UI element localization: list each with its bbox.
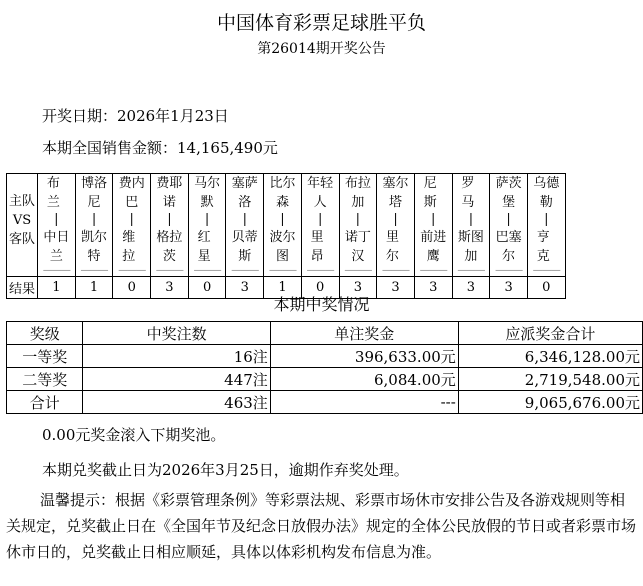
match-result: 3	[151, 277, 189, 299]
match-column	[452, 174, 490, 277]
home-team: 罗马	[461, 176, 481, 210]
match-column-inner	[453, 174, 490, 276]
away-team: 凯尔特	[81, 230, 108, 264]
home-team: 尼斯	[423, 176, 443, 210]
match-result: 1	[38, 277, 76, 299]
home-team: 萨茨堡	[495, 176, 522, 210]
match-column-inner	[189, 174, 226, 276]
prize-level: 二等奖	[7, 368, 83, 391]
match-column	[226, 174, 264, 277]
header-count: 中奖注数	[83, 322, 270, 345]
away-team: 中日兰	[43, 230, 70, 264]
table-row	[7, 391, 643, 414]
vs-separator: |	[317, 212, 323, 227]
match-main-row	[7, 174, 566, 277]
team-underline: ———	[231, 265, 259, 276]
vs-separator: |	[54, 212, 59, 227]
match-result: 3	[490, 277, 528, 299]
away-team: 里昂	[310, 230, 330, 264]
match-column-inner	[151, 174, 188, 276]
match-result: 3	[414, 277, 452, 299]
match-column-inner	[76, 174, 113, 276]
team-underline: ———	[457, 265, 485, 276]
home-team: 比尔森	[269, 176, 296, 210]
match-result: 3	[226, 277, 264, 299]
match-column-inner	[490, 174, 527, 276]
away-team: 巴塞尔	[495, 230, 522, 264]
vs-separator: |	[431, 212, 436, 227]
vs-label: VS	[12, 212, 32, 228]
away-team: 格拉茨	[156, 230, 183, 264]
match-column-inner	[113, 174, 150, 276]
vs-separator: |	[204, 212, 210, 227]
vs-separator: |	[242, 212, 247, 227]
match-result: 3	[339, 277, 377, 299]
team-underline: ———	[42, 265, 70, 276]
vs-separator: |	[167, 212, 172, 227]
vs-separator: |	[280, 212, 285, 227]
rollover-note: 0.00元奖金滚入下期奖池。	[42, 426, 226, 444]
match-column-inner	[226, 174, 263, 276]
match-column	[339, 174, 377, 277]
team-underline: ———	[419, 265, 447, 276]
prize-level: 一等奖	[7, 345, 83, 368]
prize-unit: ---	[270, 391, 458, 414]
match-column	[75, 174, 113, 277]
prize-table	[6, 321, 643, 414]
vs-separator: |	[91, 212, 97, 227]
away-label: 客队	[8, 231, 35, 247]
draw-date: 开奖日期：2026年1月23日	[42, 107, 229, 125]
vs-separator: |	[129, 212, 134, 227]
team-underline: ———	[495, 265, 523, 276]
prize-unit: 396,633.00元	[270, 345, 458, 368]
team-underline: ———	[118, 265, 146, 276]
table-row	[7, 368, 643, 391]
match-result: 0	[188, 277, 226, 299]
issue-subtitle: 第26014期开奖公告	[257, 41, 386, 57]
match-column-inner	[38, 174, 75, 276]
match-column	[188, 174, 226, 277]
prize-count: 447注	[83, 368, 270, 391]
home-team: 塞尔塔	[382, 176, 409, 210]
home-team: 乌德勒	[533, 176, 560, 210]
match-column	[264, 174, 302, 277]
team-underline: ———	[382, 265, 410, 276]
match-column	[414, 174, 452, 277]
team-underline: ———	[155, 265, 183, 276]
header-total: 应派奖金合计	[458, 322, 642, 345]
away-team: 斯图加	[457, 230, 484, 264]
match-result: 0	[527, 277, 565, 299]
team-underline: ———	[344, 265, 372, 276]
match-column	[151, 174, 189, 277]
deadline-note: 本期兑奖截止日为2026年3月25日，逾期作弃奖处理。	[42, 461, 409, 479]
result-label: 结果	[7, 277, 38, 299]
prize-section-title: 本期中奖情况	[273, 295, 370, 314]
home-team: 塞萨洛	[231, 176, 258, 210]
away-team: 里尔	[386, 230, 406, 264]
team-underline: ———	[193, 265, 221, 276]
match-column	[527, 174, 565, 277]
home-team: 马尔默	[194, 176, 221, 210]
team-underline: ———	[532, 265, 560, 276]
home-team: 布兰	[46, 176, 66, 210]
match-column-inner	[377, 174, 414, 276]
row-labels	[7, 174, 38, 277]
away-team: 维拉	[122, 230, 142, 264]
home-team: 博洛尼	[81, 176, 108, 210]
header-level: 奖级	[7, 322, 83, 345]
home-team: 费内巴	[118, 176, 145, 210]
vs-separator: |	[506, 212, 511, 227]
team-underline: ———	[80, 265, 108, 276]
match-column-inner	[340, 174, 377, 276]
prize-total: 2,719,548.00元	[458, 368, 642, 391]
prize-total: 6,346,128.00元	[458, 345, 642, 368]
vs-separator: |	[355, 212, 361, 227]
header-unit-prize: 单注奖金	[270, 322, 458, 345]
team-underline: ———	[268, 265, 296, 276]
match-result: 0	[301, 277, 339, 299]
tips-note: 温馨提示：根据《彩票管理条例》等彩票法规、彩票市场休市安排公告及各游戏规则等相关规定，兑奖截止日在《全国年节及纪念日放假办法》规定的全体公民放假的节日或者彩票市场休市日的，兑奖截止日相应顺延，具体以体彩机构发布信息为准。	[6, 491, 637, 561]
match-table	[6, 173, 566, 299]
match-column	[113, 174, 151, 277]
home-team: 布拉加	[344, 176, 371, 210]
prize-header-row	[7, 322, 643, 345]
table-row	[7, 345, 643, 368]
prize-count: 463注	[83, 391, 270, 414]
match-result: 1	[264, 277, 302, 299]
away-team: 亨克	[536, 230, 556, 264]
match-column-inner	[528, 174, 565, 276]
match-column	[377, 174, 415, 277]
prize-count: 16注	[83, 345, 270, 368]
away-team: 贝蒂斯	[231, 230, 258, 264]
team-underline: ———	[306, 265, 334, 276]
home-team: 费耶诺	[156, 176, 183, 210]
match-column-inner	[302, 174, 339, 276]
match-column	[38, 174, 76, 277]
match-result: 0	[113, 277, 151, 299]
vs-separator: |	[468, 212, 474, 227]
sales-amount: 本期全国销售金额：14,165,490元	[42, 139, 278, 157]
away-team: 诺丁汉	[344, 230, 371, 264]
match-result: 3	[452, 277, 490, 299]
page-title: 中国体育彩票足球胜平负	[216, 12, 426, 34]
home-team: 年轻人	[307, 176, 334, 210]
match-column-inner	[264, 174, 301, 276]
away-team: 前进鹰	[420, 230, 447, 264]
prize-unit: 6,084.00元	[270, 368, 458, 391]
away-team: 红星	[197, 230, 217, 264]
match-column-inner	[415, 174, 452, 276]
match-result: 3	[377, 277, 415, 299]
vs-separator: |	[393, 212, 398, 227]
match-column	[490, 174, 528, 277]
prize-level: 合计	[7, 391, 83, 414]
prize-total: 9,065,676.00元	[458, 391, 642, 414]
vs-separator: |	[544, 212, 549, 227]
match-result: 1	[75, 277, 113, 299]
away-team: 波尔图	[269, 230, 296, 264]
match-column	[301, 174, 339, 277]
home-label: 主队	[8, 193, 35, 209]
